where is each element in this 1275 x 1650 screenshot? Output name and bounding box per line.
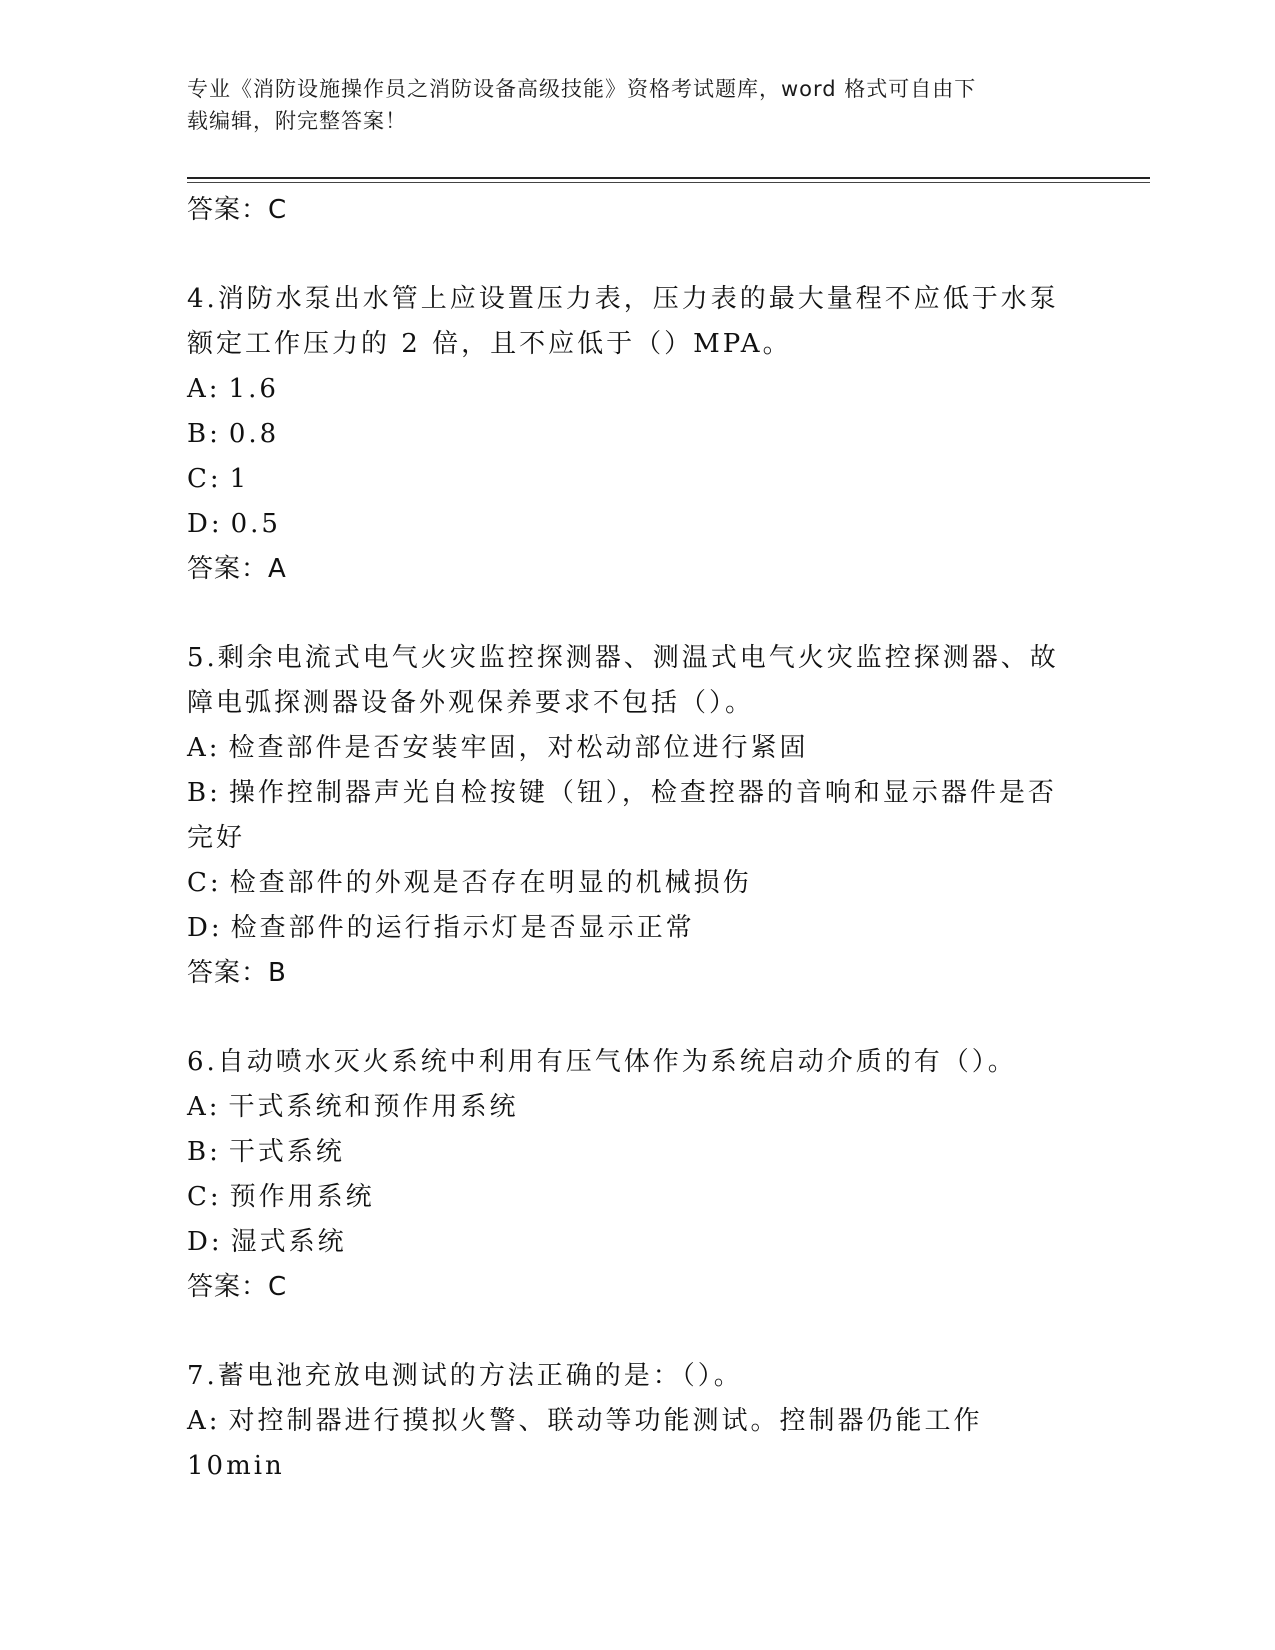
option-text: 干式系统和预作用系统 <box>228 1092 519 1122</box>
option-b <box>187 1130 1087 1175</box>
option-a <box>187 1399 1087 1489</box>
option-key: B: <box>187 1137 221 1167</box>
header-divider-thin <box>187 182 1150 183</box>
answer-label: 答案：B <box>187 958 287 988</box>
header-line-2: 载编辑，附完整答案！ <box>187 109 407 133</box>
answer-label: 答案：C <box>187 1272 288 1302</box>
question-stem: 额定工作压力的 2 倍，且不应低于（）MPA。 <box>187 329 792 359</box>
option-b <box>187 771 1087 816</box>
option-key: B: <box>187 419 221 449</box>
question-stem: 6.自动喷水灭火系统中利用有压气体作为系统启动介质的有（）。 <box>187 1047 1017 1077</box>
option-key: A: <box>187 1406 221 1436</box>
question-stem: 5.剩余电流式电气火灾监控探测器、测温式电气火灾监控探测器、故 <box>187 643 1059 673</box>
option-a <box>187 726 1087 771</box>
option-text: 预作用系统 <box>229 1182 375 1212</box>
option-key: A: <box>187 733 221 763</box>
option-text: 检查部件是否安装牢固，对松动部位进行紧固 <box>228 733 809 763</box>
option-text: 检查部件的运行指示灯是否显示正常 <box>230 913 695 943</box>
option-text: 湿式系统 <box>230 1227 347 1257</box>
option-text: 操作控制器声光自检按键（钮），检查控器的音响和显示器件是否 <box>228 778 1057 808</box>
option-text: 1 <box>229 464 250 494</box>
answer-label: 答案：A <box>187 554 287 584</box>
header-divider-thick <box>187 177 1150 179</box>
question-4 <box>187 277 1087 592</box>
option-text: 0.5 <box>230 509 281 539</box>
option-d <box>187 502 1087 547</box>
question-stem: 7.蓄电池充放电测试的方法正确的是：（）。 <box>187 1361 743 1391</box>
option-key: C: <box>187 464 222 494</box>
question-stem: 4.消防水泵出水管上应设置压力表，压力表的最大量程不应低于水泵 <box>187 284 1059 314</box>
option-b-continued: 完好 <box>187 823 246 853</box>
option-key: A: <box>187 374 221 404</box>
option-text: 干式系统 <box>228 1137 345 1167</box>
question-6 <box>187 1040 1087 1310</box>
option-key: D: <box>187 913 223 943</box>
option-c <box>187 457 1087 502</box>
option-key: C: <box>187 1182 222 1212</box>
header-line-1: 专业《消防设施操作员之消防设备高级技能》资格考试题库，word 格式可自由下 <box>187 77 977 101</box>
option-c <box>187 861 1087 906</box>
option-a <box>187 1085 1087 1130</box>
option-c <box>187 1175 1087 1220</box>
question-5 <box>187 636 1087 996</box>
option-text: 检查部件的外观是否存在明显的机械损伤 <box>229 868 752 898</box>
question-list <box>187 188 1087 1489</box>
option-key: C: <box>187 868 222 898</box>
option-text: 0.8 <box>228 419 280 449</box>
option-key: D: <box>187 1227 223 1257</box>
option-a <box>187 367 1087 412</box>
option-b <box>187 412 1087 457</box>
option-text: 1.6 <box>228 374 279 404</box>
option-key: B: <box>187 778 221 808</box>
question-stem: 障电弧探测器设备外观保养要求不包括（）。 <box>187 688 755 718</box>
document-header <box>187 73 1067 137</box>
answer-label: 答案：C <box>187 195 288 225</box>
option-key: A: <box>187 1092 221 1122</box>
option-text: 对控制器进行摸拟火警、联动等功能测试。控制器仍能工作 10min <box>187 1406 983 1481</box>
question-7 <box>187 1354 1087 1489</box>
option-key: D: <box>187 509 223 539</box>
option-d <box>187 906 1087 951</box>
option-d <box>187 1220 1087 1265</box>
